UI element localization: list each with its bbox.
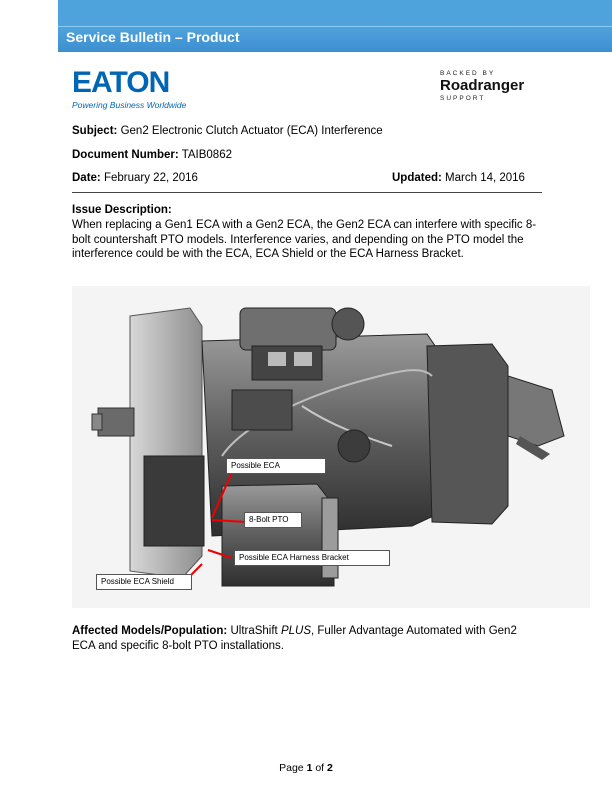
divider-rule (72, 192, 542, 193)
page-footer (0, 762, 612, 774)
callout-possible-eca: Possible ECA (226, 458, 326, 474)
bulletin-title: Service Bulletin – Product (66, 29, 240, 45)
page-number: 1 (306, 762, 313, 774)
page-word: Page (279, 762, 304, 774)
issue-heading: Issue Description: (72, 204, 172, 216)
updated-line (392, 172, 525, 184)
affected-text-b: , Fuller Advantage Automated with Gen2 ECA and specific 8-bolt PTO installations. (72, 625, 517, 652)
document-number-line (72, 149, 232, 161)
header-band (58, 0, 612, 52)
roadranger-logo (440, 70, 550, 102)
eaton-tagline: Powering Business Worldwide (72, 100, 187, 110)
affected-text-a: UltraShift (230, 625, 278, 637)
of-word: of (315, 762, 325, 774)
date-label: Date: (72, 172, 101, 184)
affected-label: Affected Models/Population: (72, 625, 228, 637)
transmission-figure (72, 286, 590, 608)
callout-8-bolt-pto: 8-Bolt PTO (244, 512, 302, 528)
subject-line (72, 125, 383, 137)
date-value: February 22, 2016 (103, 172, 198, 184)
date-line (72, 172, 198, 184)
callout-possible-eca-harness-bracket: Possible ECA Harness Bracket (234, 550, 390, 566)
page-total: 2 (327, 762, 333, 774)
docnum-value: TAIB0862 (181, 149, 232, 161)
backed-by-text: BACKED BY (440, 70, 496, 77)
callout-possible-eca-shield: Possible ECA Shield (96, 574, 192, 590)
affected-models (72, 624, 542, 653)
issue-body: When replacing a Gen1 ECA with a Gen2 ECA, the Gen2 ECA can interfere with specific 8-bolt countershaft PTO models. Interference varies, and depending on the PTO model the interference could be with the ECA, ECA Shield or the ECA Harness Bracket. (72, 219, 537, 260)
updated-value: March 14, 2016 (445, 172, 525, 184)
subject-label: Subject: (72, 125, 118, 137)
updated-label: Updated: (392, 172, 442, 184)
support-text: SUPPORT (440, 95, 486, 102)
roadranger-name: Roadranger (440, 77, 525, 94)
header-strip (58, 26, 612, 27)
eaton-logo-mark: EATON (72, 66, 170, 99)
eaton-logo (72, 68, 212, 112)
subject-value: Gen2 Electronic Clutch Actuator (ECA) Interference (120, 125, 383, 137)
affected-text-italic: PLUS (280, 625, 311, 637)
docnum-label: Document Number: (72, 149, 179, 161)
